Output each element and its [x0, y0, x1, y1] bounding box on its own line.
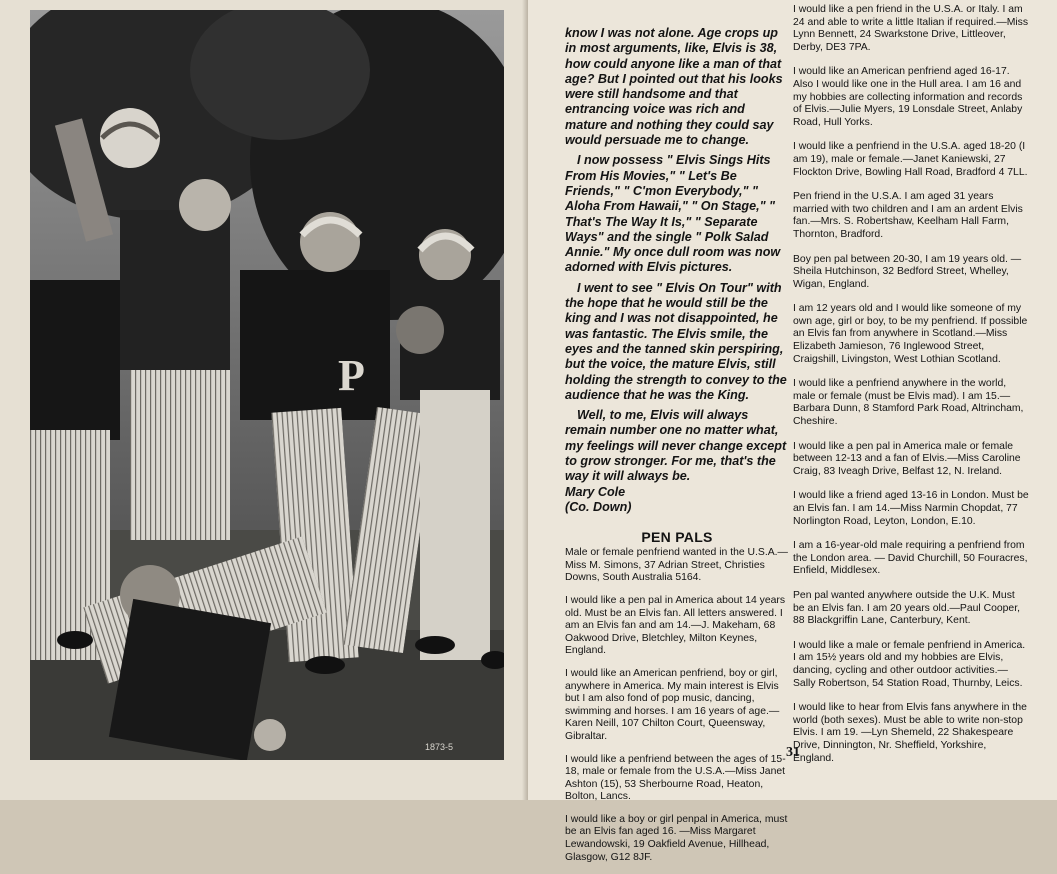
- pen-pal-entry: I would like a penfriend between the ages of 15-18, male or female from the U.S.A.—Miss Janet Ashton (15), 53 Sherbourne Road, Heaton, Bolton, Lancs.: [565, 753, 786, 803]
- pen-pal-entry: I would like a pen pal in America about 14 years old. Must be an Elvis fan. All letters answered. I am an Elvis fan and am 14.—J. Makeham, 68 Oakwood Drive, Bletchley, Milton Keynes, England.: [565, 594, 786, 657]
- pen-pal-entry: I would like a penfriend in the U.S.A. aged 18-20 (I am 19), male or female.—Janet Kaniewski, 27 Flockton Drive, Bowling Hall Road, Bradford 4 7LL.: [793, 141, 1028, 178]
- pen-pal-entry: I would like to hear from Elvis fans anywhere in the world (both sexes). Must be able to write non-stop Elvis. I am 19. —Lyn Shemeld, 22 Shakespeare Drive, Dinnington, Nr. Sheffield, Yorkshire, England.: [793, 702, 1027, 764]
- photo-corner-code: 1873-5: [425, 742, 454, 752]
- author-name: Mary Cole: [565, 484, 626, 499]
- left-text-column: [565, 26, 789, 874]
- pen-pal-entry: I would like a male or female penfriend in America. I am 15½ years old and my hobbies are Elvis, dancing, cycling and other outdoor activities.—Sally Robertson, 54 Station Road, Thurnby, Leics.: [793, 639, 1026, 689]
- pen-pal-entry: I would like an American penfriend, boy or girl, anywhere in America. My main interest is Elvis but I am also fond of pop music, dancing, swimming and horses. I am 16 years of age.—Karen Neill, 107 Chilton Court, Queensway, Gibraltar.: [565, 667, 780, 742]
- left-page: [0, 0, 528, 800]
- pen-pal-entry: I would like an American penfriend aged 16-17. Also I would like one in the Hull area. I am 16 and my hobbies are collecting information and records of Elvis.—Julie Myers, 19 Lonsdale Street, Anlaby Road, Hull Yorks.: [793, 66, 1023, 128]
- story-paragraph: I now possess " Elvis Sings Hits From His Movies," " Let's Be Friends," " C'mon Everybody," " Aloha From Hawaii," " On Stage," " That's The Way It Is," " Separate Ways" and the single " Polk Salad Annie." My once dull room was now adorned with Elvis pictures.: [565, 153, 781, 275]
- pen-pal-entry: I would like a friend aged 13-16 in London. Must be an Elvis fan. I am 14.—Miss Narmin Chopdat, 77 Norlington Road, Leyton, London, E.10.: [793, 490, 1029, 527]
- right-text-column: [793, 4, 1029, 777]
- pen-pal-entry: Pen friend in the U.S.A. I am aged 31 years married with two children and I am an ardent Elvis fan.—Mrs. S. Robertshaw, Keelham Hall Farm, Thornton, Bradford.: [793, 191, 1023, 240]
- author-location: (Co. Down): [565, 499, 632, 514]
- story-paragraph: Well, to me, Elvis will always remain number one no matter what, my feelings will never change except to grow stronger. For me, that's the way it will always be.: [565, 408, 787, 484]
- page-number: 31: [786, 745, 800, 760]
- pen-pal-entry: I would like a pen pal in America male or female between 12-13 and a fan of Elvis.—Miss Caroline Craig, 83 Iveagh Drive, Belfast 12, N. Ireland.: [793, 440, 1021, 477]
- svg-text:P: P: [338, 351, 365, 400]
- pen-pal-entry: I would like a pen friend in the U.S.A. or Italy. I am 24 and able to write a little Italian if required.—Miss Lynn Bennett, 24 Swarkstone Drive, Littleover, Derby, DE3 7PA.: [793, 4, 1029, 53]
- pen-pals-list-col1: [565, 547, 789, 864]
- story-paragraph: I went to see " Elvis On Tour" with the hope that he would still be the king and I was not disappointed, he was fantastic. The Elvis smile, the eyes and the tanned skin perspiring, but the voice, the mature Elvis, still holding the strength to convey to the audience that he was the King.: [565, 280, 787, 402]
- pen-pal-entry: I would like a penfriend anywhere in the world, male or female (must be Elvis mad). I am 15.—Barbara Dunn, 8 Stamford Park Road, Altrincham, Cheshire.: [793, 378, 1024, 428]
- story-paragraph: know I was not alone. Age crops up in most arguments, like, Elvis is 38, how could anyone like a man of that age? But I pointed out that his looks were still handsome and that entrancing voice was rich and mature and nothing they could say would persuade me to change.: [565, 26, 783, 148]
- pen-pals-heading: PEN PALS: [641, 529, 713, 546]
- reader-letter: [565, 26, 789, 515]
- football-team-photo: [30, 10, 504, 760]
- photo-illustration: [30, 10, 504, 760]
- pen-pal-entry: I am 12 years old and I would like someone of my own age, girl or boy, to be my penfriend. If possible an Elvis fan from anywhere in Scotland.—Miss Elizabeth Jamieson, 76 Inglewood Street, Craigshill, Livingston, West Lothian Scotland.: [793, 303, 1028, 365]
- pen-pal-entry: Boy pen pal between 20-30, I am 19 years old. — Sheila Hutchinson, 32 Bedford Street, Whelley, Wigan, England.: [793, 253, 1022, 290]
- pen-pal-entry: I am a 16-year-old male requiring a penfriend from the London area. — David Churchill, 50 Fouracres, Enfield, Middlesex.: [793, 540, 1028, 577]
- pen-pal-entry: I would like a boy or girl penpal in America, must be an Elvis fan aged 16. —Miss Margaret Lewandowski, 19 Oakfield Avenue, Hillhead, Glasgow, G12 8JF.: [565, 813, 788, 863]
- pen-pal-entry: Pen pal wanted anywhere outside the U.K. Must be an Elvis fan. I am 20 years old.—Paul Cooper, 88 Blackgriffin Lane, Canterbury, Kent.: [793, 589, 1020, 627]
- pen-pal-entry: Male or female penfriend wanted in the U.S.A.—Miss M. Simons, 37 Adrian Street, Christies Downs, South Australia 5164.: [565, 547, 788, 584]
